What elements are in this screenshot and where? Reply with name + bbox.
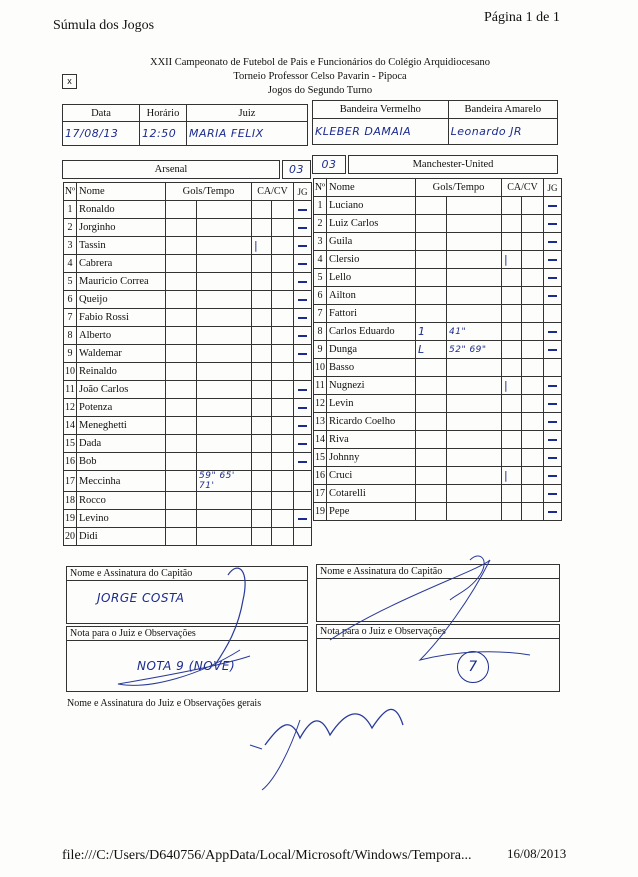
player-name: Jorginho (77, 219, 166, 237)
player-name: Fabio Rossi (77, 309, 166, 327)
captain-signature[interactable]: JORGE COSTA (97, 591, 185, 605)
player-name: Pepe (327, 503, 416, 521)
date-header: Data (63, 105, 140, 122)
player-name: Tassin (77, 237, 166, 255)
print-date: 16/08/2013 (507, 846, 567, 861)
player-name: Ronaldo (77, 201, 166, 219)
player-number: 3 (64, 237, 77, 255)
player-name: Clersio (327, 251, 416, 269)
player-name: Levin (327, 395, 416, 413)
col-number: Nº (314, 179, 327, 197)
player-name: Waldemar (77, 345, 166, 363)
player-number: 8 (314, 323, 327, 341)
player-number: 13 (314, 413, 327, 431)
player-name: Ricardo Coelho (327, 413, 416, 431)
player-name: Dunga (327, 341, 416, 359)
player-number: 6 (64, 291, 77, 309)
goal-time[interactable]: 41" (447, 323, 502, 341)
player-number: 9 (314, 341, 327, 359)
col-number: Nº (64, 183, 77, 201)
team-score[interactable]: 03 (282, 160, 311, 179)
yellow-card[interactable]: | (502, 377, 522, 395)
checkbox[interactable]: x (62, 74, 77, 89)
player-name: Carlos Eduardo (327, 323, 416, 341)
notes-label: Nota para o Juiz e Observações (67, 627, 307, 641)
player-number: 2 (64, 219, 77, 237)
player-number: 11 (314, 377, 327, 395)
player-number: 12 (314, 395, 327, 413)
referee-signature-label: Nome e Assinatura do Juiz e Observações gerais (67, 698, 262, 709)
player-number: 11 (64, 381, 77, 399)
player-name: Queijo (77, 291, 166, 309)
yellow-flag-header: Bandeira Amarelo (448, 101, 557, 119)
player-name: Meneghetti (77, 417, 166, 435)
player-number: 17 (314, 485, 327, 503)
player-name: Riva (327, 431, 416, 449)
file-path: file:///C:/Users/D640756/AppData/Local/Microsoft/Windows/Tempora... (62, 848, 472, 863)
col-name: Nome (327, 179, 416, 197)
col-jg: JG (544, 179, 562, 197)
player-name: Cotarelli (327, 485, 416, 503)
player-number: 7 (314, 305, 327, 323)
player-number: 7 (64, 309, 77, 327)
document-title: Súmula dos Jogos (53, 18, 155, 33)
player-number: 19 (314, 503, 327, 521)
player-name: Nugnezi (327, 377, 416, 395)
player-number: 9 (64, 345, 77, 363)
col-jg: JG (294, 183, 312, 201)
red-flag-value[interactable]: KLEBER DAMAIA (313, 119, 449, 145)
player-name: Didi (77, 528, 166, 546)
player-number: 19 (64, 510, 77, 528)
player-number: 6 (314, 287, 327, 305)
player-number: 3 (314, 233, 327, 251)
player-name: Mauricio Correa (77, 273, 166, 291)
player-number: 5 (314, 269, 327, 287)
player-number: 20 (64, 528, 77, 546)
player-name: Reinaldo (77, 363, 166, 381)
player-number: 14 (64, 417, 77, 435)
player-name: Cabrera (77, 255, 166, 273)
player-name: Luiz Carlos (327, 215, 416, 233)
player-number: 2 (314, 215, 327, 233)
player-number: 16 (64, 453, 77, 471)
notes-label: Nota para o Juiz e Observações (317, 625, 559, 639)
player-number: 4 (64, 255, 77, 273)
player-name: João Carlos (77, 381, 166, 399)
player-number: 15 (64, 435, 77, 453)
team-score[interactable]: 03 (312, 155, 346, 174)
player-name: Levino (77, 510, 166, 528)
goal-time[interactable]: 52" 69" (447, 341, 502, 359)
player-name: Potenza (77, 399, 166, 417)
red-flag-header: Bandeira Vermelho (313, 101, 449, 119)
player-name: Basso (327, 359, 416, 377)
player-number: 1 (314, 197, 327, 215)
team-name: Arsenal (62, 160, 280, 179)
player-number: 16 (314, 467, 327, 485)
time-value[interactable]: 12:50 (140, 122, 187, 146)
goal-count[interactable]: L (416, 341, 447, 359)
yellow-flag-value[interactable]: Leonardo JR (448, 119, 557, 145)
captain-label: Nome e Assinatura do Capitão (317, 565, 559, 579)
yellow-card[interactable]: | (252, 237, 272, 255)
col-name: Nome (77, 183, 166, 201)
player-number: 4 (314, 251, 327, 269)
goal-count[interactable]: 1 (416, 323, 447, 341)
referee-value[interactable]: MARIA FELIX (187, 122, 308, 146)
yellow-card[interactable]: | (502, 467, 522, 485)
referee-header: Juiz (187, 105, 308, 122)
team-name: Manchester-United (348, 155, 558, 174)
col-goals: Gols/Tempo (416, 179, 502, 197)
player-name: Bob (77, 453, 166, 471)
col-cards: CA/CV (502, 179, 544, 197)
player-number: 12 (64, 399, 77, 417)
player-name: Fattori (327, 305, 416, 323)
player-number: 5 (64, 273, 77, 291)
event-subtitle: Torneio Professor Celso Pavarin - Pipoca (233, 71, 407, 82)
player-name: Ailton (327, 287, 416, 305)
notes-value[interactable]: 7 (457, 651, 489, 683)
player-name: Luciano (327, 197, 416, 215)
event-round: Jogos do Segundo Turno (267, 85, 373, 96)
player-name: Lello (327, 269, 416, 287)
player-number: 18 (64, 492, 77, 510)
col-goals: Gols/Tempo (166, 183, 252, 201)
date-value[interactable]: 17/08/13 (63, 122, 140, 146)
player-number: 10 (314, 359, 327, 377)
player-name: Cruci (327, 467, 416, 485)
player-name: Alberto (77, 327, 166, 345)
player-number: 1 (64, 201, 77, 219)
page-indicator: Página 1 de 1 (484, 10, 560, 25)
player-number: 17 (64, 471, 77, 492)
player-number: 10 (64, 363, 77, 381)
captain-label: Nome e Assinatura do Capitão (67, 567, 307, 581)
player-name: Meccinha (77, 471, 166, 492)
player-name: Guila (327, 233, 416, 251)
player-name: Johnny (327, 449, 416, 467)
player-name: Dada (77, 435, 166, 453)
player-number: 15 (314, 449, 327, 467)
time-header: Horário (140, 105, 187, 122)
goal-time[interactable]: 59" 65' 71' (197, 471, 252, 492)
yellow-card[interactable]: | (502, 251, 522, 269)
player-number: 14 (314, 431, 327, 449)
col-cards: CA/CV (252, 183, 294, 201)
notes-value[interactable]: NOTA 9 (NOVE) (137, 659, 236, 673)
event-title: XXII Campeonato de Futebol de Pais e Funcionários do Colégio Arquidiocesano (149, 57, 491, 68)
player-name: Rocco (77, 492, 166, 510)
player-number: 8 (64, 327, 77, 345)
